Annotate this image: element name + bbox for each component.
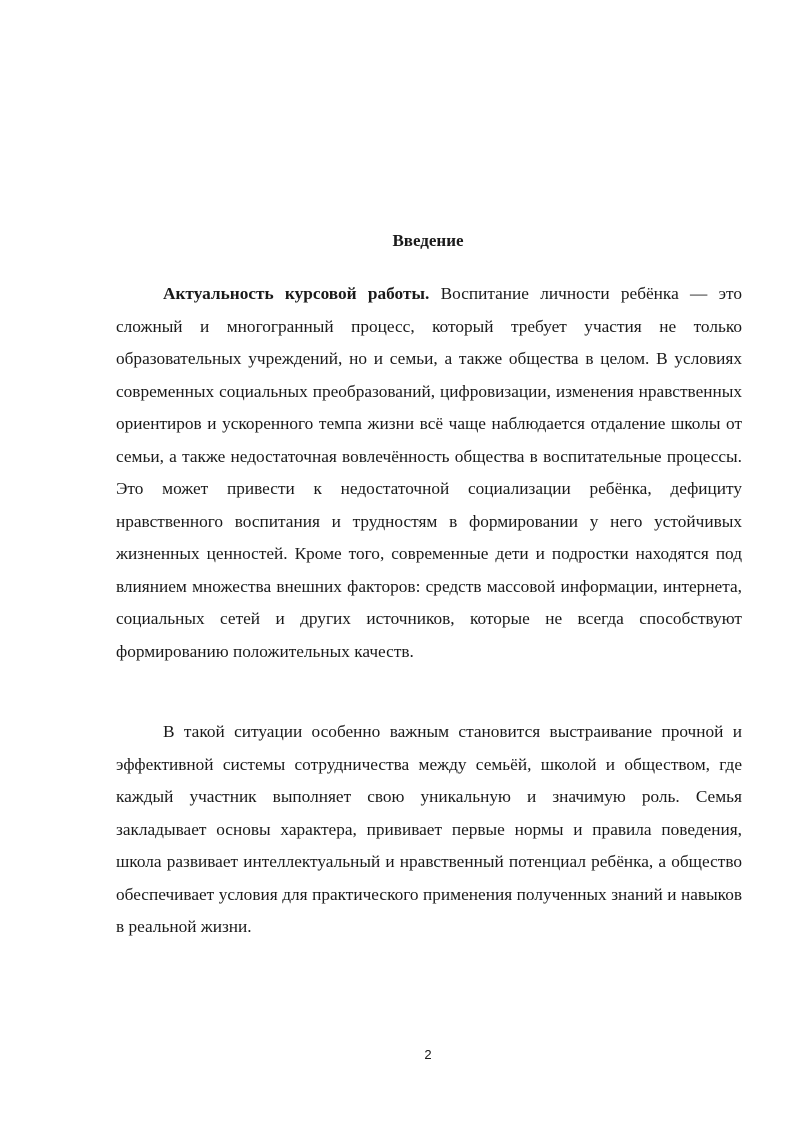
section-heading: Введение — [392, 231, 464, 250]
paragraph-relevance — [116, 278, 742, 668]
paragraph-cooperation — [116, 716, 742, 944]
page-number: 2 — [424, 1047, 432, 1062]
paragraph-lead: Актуальность курсовой работы. — [163, 284, 430, 303]
paragraph-text: Воспитание личности ребёнка — это сложный и многогранный процесс, который требует участия не только образовательных учреждений, но и семьи, а также общества в целом. В условиях современных социальных преобразований, цифровизации, изменения нравственных ориентиров и ускоренного темпа жизни всё чаще наблюдается отдаление школы от семьи, а также недостаточная вовлечённость общества в воспитательные процессы. Это может привести к недостаточной социализации ребёнка, дефициту нравственного воспитания и трудностям в формировании у него устойчивых жизненных ценностей. Кроме того, современные дети и подростки находятся под влиянием множества внешних факторов: средств массовой информации, интернета, социальных сетей и других источников, которые не всегда способствуют формированию положительных качеств. — [116, 284, 743, 661]
paragraph-text: В такой ситуации особенно важным становится выстраивание прочной и эффективной системы сотрудничества между семьёй, школой и обществом, где каждый участник выполняет свою уникальную и значимую роль. Семья закладывает основы характера, прививает первые нормы и правила поведения, школа развивает интеллектуальный и нравственный потенциал ребёнка, а общество обеспечивает условия для практического применения полученных знаний и навыков в реальной жизни. — [116, 722, 742, 936]
